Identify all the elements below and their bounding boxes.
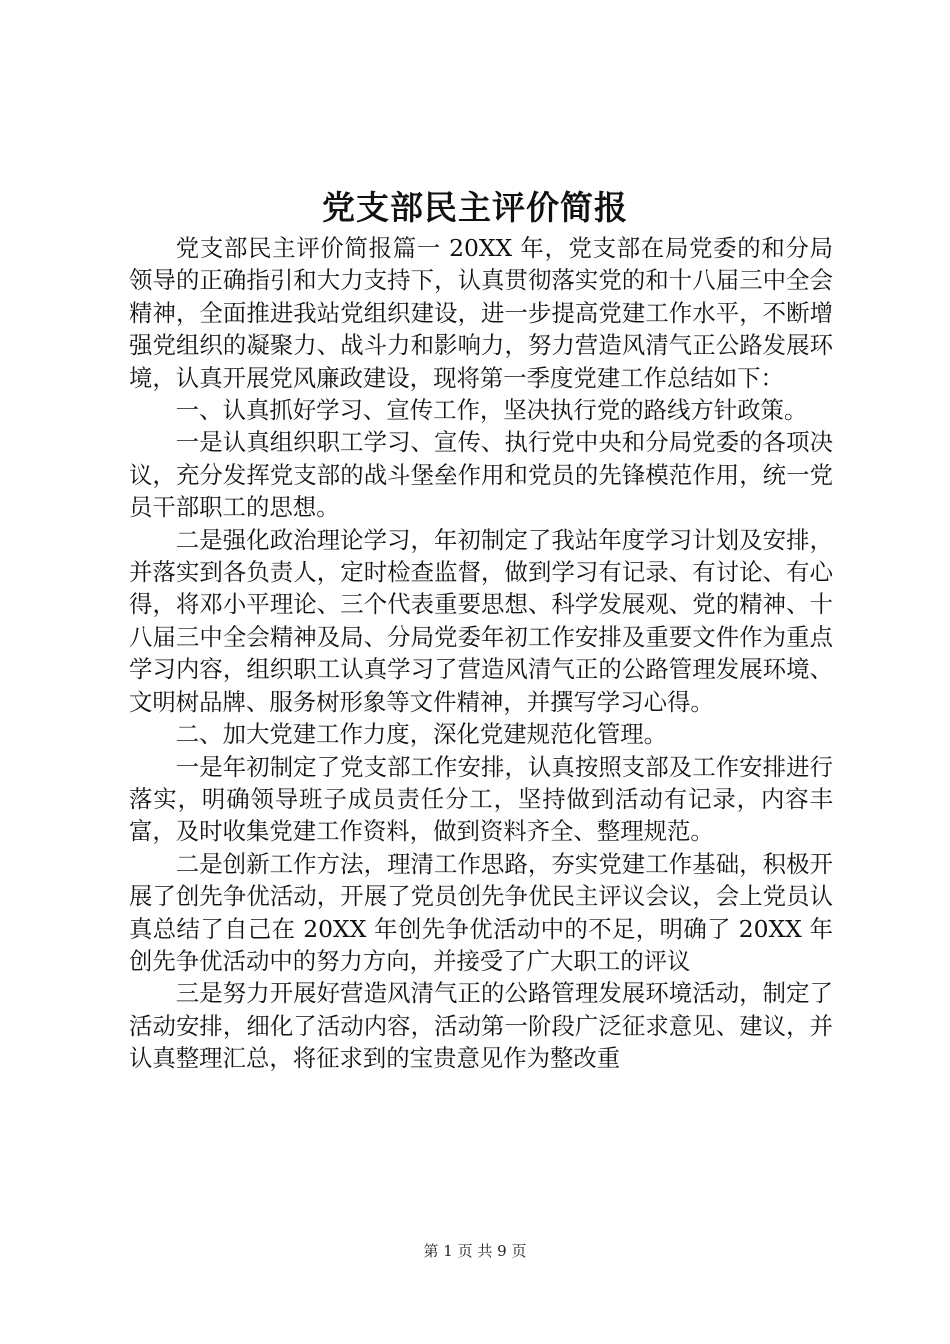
paragraph-2-3: 三是努力开展好营造风清气正的公路管理发展环境活动，制定了活动安排，细化了活动内容，活动第一阶段广泛征求意见、建议，并认真整理汇总，将征求到的宝贵意见作为整改重 — [129, 979, 833, 1073]
heading-section-2: 二、加大党建工作力度，深化党建规范化管理。 — [175, 720, 667, 749]
paragraph-2-2: 二是创新工作方法，理清工作思路，夯实党建工作基础，积极开展了创先争优活动，开展了党员创先争优民主评议会议，会上党员认真总结了自己在 20XX 年创先争优活动中的不足，明确了 20XX 年创先争优活动中的努力方向，并接受了广大职工的评议 — [129, 849, 833, 975]
heading-section-1: 一、认真抓好学习、宣传工作，坚决执行党的路线方针政策。 — [175, 396, 808, 425]
paragraph-2-1: 一是年初制定了党支部工作安排，认真按照支部及工作安排进行落实，明确领导班子成员责任分工，坚持做到活动有记录，内容丰富，及时收集党建工作资料，做到资料齐全、整理规范。 — [129, 752, 833, 846]
paragraph-1-1: 一是认真组织职工学习、宣传、执行党中央和分局党委的各项决议，充分发挥党支部的战斗堡垒作用和党员的先锋模范作用，统一党员干部职工的思想。 — [129, 428, 833, 522]
page-number-footer: 第 1 页 共 9 页 — [423, 1242, 527, 1260]
paragraph-intro: 党支部民主评价简报篇一 20XX 年，党支部在局党委的和分局领导的正确指引和大力支持下，认真贯彻落实党的和十八届三中全会精神，全面推进我站党组织建设，进一步提高党建工作水平，不断增强党组织的凝聚力、战斗力和影响力，努力营造风清气正公路发展环境，认真开展党风廉政建设，现将第一季度党建工作总结如下： — [129, 234, 833, 392]
document-title: 党支部民主评价简报 — [322, 188, 628, 227]
document-body — [129, 232, 833, 1075]
paragraph-1-2: 二是强化政治理论学习，年初制定了我站年度学习计划及安排，并落实到各负责人，定时检查监督，做到学习有记录、有讨论、有心得，将邓小平理论、三个代表重要思想、科学发展观、党的精神、十八届三中全会精神及局、分局党委年初工作安排及重要文件作为重点学习内容，组织职工认真学习了营造风清气正的公路管理发展环境、文明树品牌、服务树形象等文件精神，并撰写学习心得。 — [129, 525, 833, 716]
